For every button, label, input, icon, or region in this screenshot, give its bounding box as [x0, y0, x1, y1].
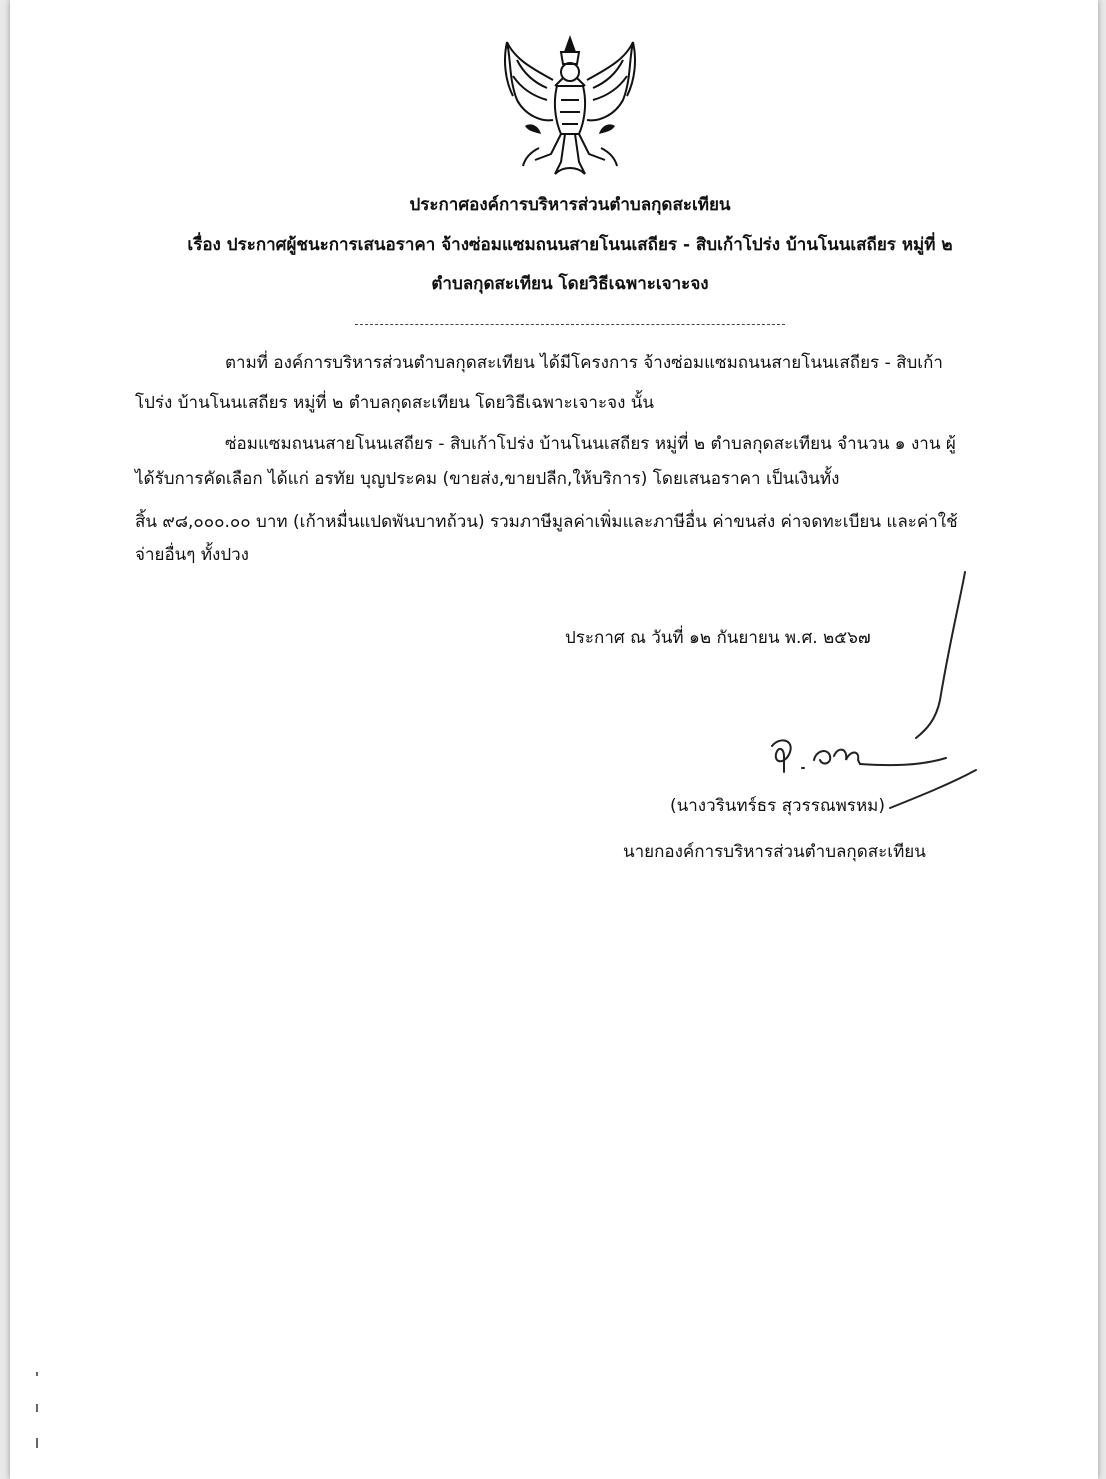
paragraph-1-line-2: โปร่ง บ้านโนนเสถียร หมู่ที่ ๒ ตำบลกุดสะเทียน โดยวิธีเฉพาะเจาะจง นั้น [135, 393, 655, 413]
signer-name: (นางวรินทร์ธร สุวรรณพรหม) [670, 796, 885, 816]
announcement-subject: เรื่อง ประกาศผู้ชนะการเสนอราคา จ้างซ่อมแซมถนนสายโนนเสถียร - สิบเก้าโปร่ง บ้านโนนเสถียร หมู่ที่ ๒ [187, 235, 953, 255]
paragraph-1-line-1: ตามที่ องค์การบริหารส่วนตำบลกุดสะเทียน ได้มีโครงการ จ้างซ่อมแซมถนนสายโนนเสถียร - สิบเก้า [225, 353, 943, 373]
signer-position: นายกองค์การบริหารส่วนตำบลกุดสะเทียน [623, 842, 926, 862]
announcement-date: ประกาศ ณ วันที่ ๑๒ กันยายน พ.ศ. ๒๕๖๗ [565, 628, 871, 648]
scan-marks [32, 1360, 42, 1460]
paragraph-2-line-1: ซ่อมแซมถนนสายโนนเสถียร - สิบเก้าโปร่ง บ้านโนนเสถียร หมู่ที่ ๒ ตำบลกุดสะเทียน จำนวน ๑ งาน ผู้ [225, 434, 956, 454]
paragraph-2-line-4: จ่ายอื่นๆ ทั้งปวง [135, 545, 249, 565]
dashed-divider [355, 324, 785, 325]
document-page [10, 0, 1098, 1479]
paragraph-2-line-2: ได้รับการคัดเลือก ได้แก่ อรทัย บุญประคม (ขายส่ง,ขายปลีก,ให้บริการ) โดยเสนอราคา เป็นเงินทั้ง [135, 469, 840, 489]
paragraph-2-line-3: สิ้น ๙๘,๐๐๐.๐๐ บาท (เก้าหมื่นแปดพันบาทถ้วน) รวมภาษีมูลค่าเพิ่มและภาษีอื่น ค่าขนส่ง ค่าจดทะเบียน และค่าใช้ [135, 512, 958, 532]
announcement-title: ประกาศองค์การบริหารส่วนตำบลกุดสะเทียน [409, 195, 731, 215]
garuda-emblem-icon [495, 30, 645, 180]
handwritten-signature-icon [750, 560, 990, 820]
announcement-subject-continued: ตำบลกุดสะเทียน โดยวิธีเฉพาะเจาะจง [431, 274, 709, 294]
